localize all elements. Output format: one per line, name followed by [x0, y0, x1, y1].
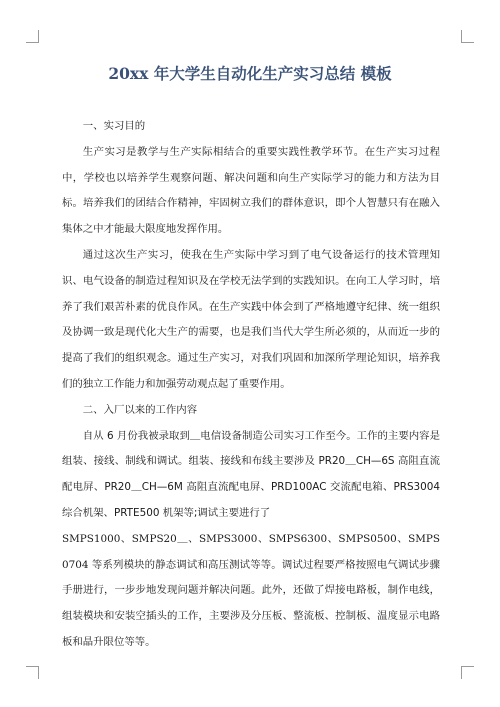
crop-mark-top-left [26, 30, 39, 43]
document-title: 20xx 年大学生自动化生产实习总结 模板 [108, 64, 392, 83]
section-heading-purpose: 一、实习目的 [82, 120, 146, 132]
paragraph: 通过这次生产实习，使我在生产实际中学习到了电气设备运行的技术管理知识、电气设备的制造过程知识及在学校无法学到的实践知识。在向工人学习时，培养了我们艰苦朴素的优良作风。在生产实践中体会到了严格地遵守纪律、统一组织及协调一致是现代化大生产的需要，也是我们当代大学生所必须的，从而近一步的提高了我们的组织观念。通过生产实习，对我们巩固和加深所学理论知识，培养我们的独立工作能力和加强劳动观点起了重要作用。 [62, 248, 440, 390]
paragraph: 生产实习是教学与生产实际相结合的重要实践性教学环节。在生产实习过程中，学校也以培养学生观察问题、解决问题和向生产实际学习的能力和方法为目标。培养我们的团结合作精神，牢固树立我们的群体意识，即个人智慧只有在融入集体之中才能最大限度地发挥作用。 [62, 145, 440, 236]
crop-mark-bottom-right [461, 666, 474, 679]
crop-mark-top-right [461, 30, 474, 43]
crop-mark-bottom-left [26, 666, 39, 679]
paragraph: SMPS1000、SMPS20＿、SMPS3000、SMPS6300、SMPS0500、SMPS0704 等系列模块的静态调试和高压测试等等。调试过程要严格按照电气调试步骤手册进行，一步步地发现问题并解决问题。此外，还做了焊接电路板，制作电线，组装模块和安装空插头的工作，主要涉及分压板、整流板、控制板、温度显示电路板和晶升限位等等。 [62, 532, 440, 648]
section-heading-work-content: 二、入厂以来的工作内容 [82, 403, 198, 416]
paragraph: 自从 6 月份我被录取到＿电信设备制造公司实习工作至今。工作的主要内容是组装、接线、制线和调试。组装、接线和布线主要涉及 PR20＿CH—6S 高阻直流配电屏、PR20＿CH—6M 高阻直流配电屏、PRD100AC 交流配电箱、PRS3004 综合机架、PRTE500 机架等;调试主要进行了 [62, 429, 440, 519]
document-body [62, 114, 440, 656]
